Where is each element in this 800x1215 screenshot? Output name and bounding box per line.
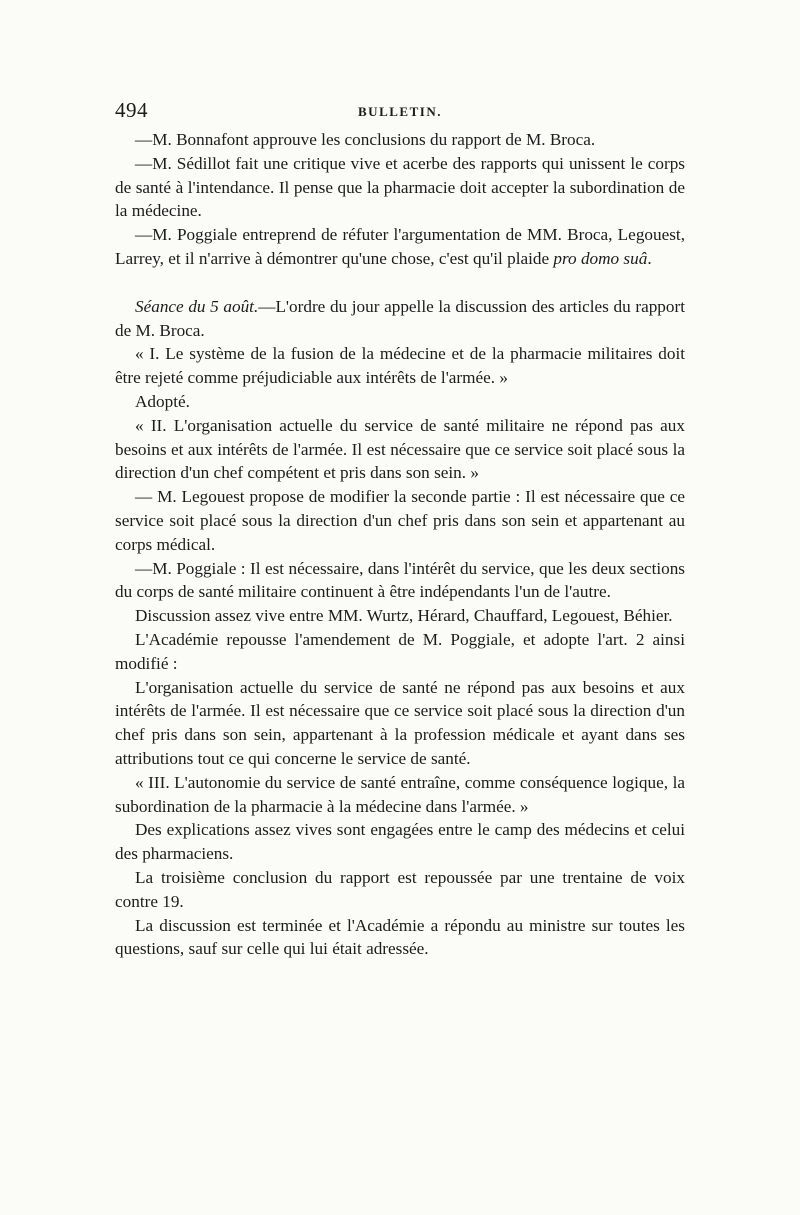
- page-header: [115, 98, 685, 128]
- paragraph-conclusion: La discussion est terminée et l'Académie a répondu au ministre sur toutes les questions, sauf sur celle qui lui était adressée.: [115, 915, 685, 959]
- paragraph-article-3: « III. L'autonomie du service de santé entraîne, comme conséquence logique, la subordination de la pharmacie à la médecine dans l'armée. »: [115, 772, 685, 816]
- paragraph-bonnafont: —M. Bonnafont approuve les conclusions du rapport de M. Broca.: [135, 130, 596, 149]
- paragraph-academie-vote: L'Académie repousse l'amendement de M. Poggiale, et adopte l'art. 2 ainsi modifié :: [115, 629, 685, 673]
- paragraph-sedillot: —M. Sédillot fait une critique vive et acerbe des rapports qui unissent le corps de santé à l'intendance. Il pense que la pharmacie doit accepter la subordination de la médecine.: [115, 153, 685, 221]
- paragraph-explications: Des explications assez vives sont engagées entre le camp des médecins et celui des pharmaciens.: [115, 820, 685, 864]
- paragraph-adopte: Adopté.: [135, 391, 190, 411]
- paragraph-poggiale-refutation: —M. Poggiale entreprend de réfuter l'argumentation de MM. Broca, Legouest, Larrey, et il n'arrive à démontrer qu'une chose, c'est qu'il plaide pro domo suâ.: [115, 225, 685, 268]
- paragraph-discussion: Discussion assez vive entre MM. Wurtz, Hérard, Chauffard, Legouest, Béhier.: [135, 606, 673, 626]
- paragraph-poggiale-amendment: —M. Poggiale : Il est nécessaire, dans l'intérêt du service, que les deux sections du corps de santé militaire continuent à être indépendants l'un de l'autre.: [115, 558, 685, 602]
- paragraph-seance-heading: Séance du 5 août.—L'ordre du jour appelle la discussion des articles du rapport de M. Broca.: [115, 296, 685, 340]
- running-head: BULLETIN.: [358, 104, 442, 119]
- paragraph-article-2: « II. L'organisation actuelle du service de santé militaire ne répond pas aux besoins et aux intérêts de l'armée. Il est nécessaire que ce service soit placé sous la direction d'un chef compétent et pris dans son sein. »: [115, 415, 685, 483]
- paragraph-article-2-modified: L'organisation actuelle du service de santé ne répond pas aux besoins et aux intérêts de l'armée. Il est nécessaire que ce service soit placé sous la direction d'un chef pris dans son sein, appartenant à la profession médicale et ayant dans ses attributions tout ce qui concerne le service de santé.: [115, 677, 685, 768]
- page-number: 494: [115, 98, 148, 122]
- paragraph-legouest-amendment: — M. Legouest propose de modifier la seconde partie : Il est nécessaire que ce service soit placé sous la direction d'un chef pris dans son sein et appartenant au corps médical.: [115, 487, 685, 554]
- paragraph-article-1: « I. Le système de la fusion de la médecine et de la pharmacie militaires doit être rejeté comme préjudiciable aux intérêts de l'armée. »: [115, 344, 685, 388]
- paragraph-troisieme-conclusion: La troisième conclusion du rapport est repoussée par une trentaine de voix contre 19.: [115, 867, 685, 911]
- page-body: [115, 128, 685, 961]
